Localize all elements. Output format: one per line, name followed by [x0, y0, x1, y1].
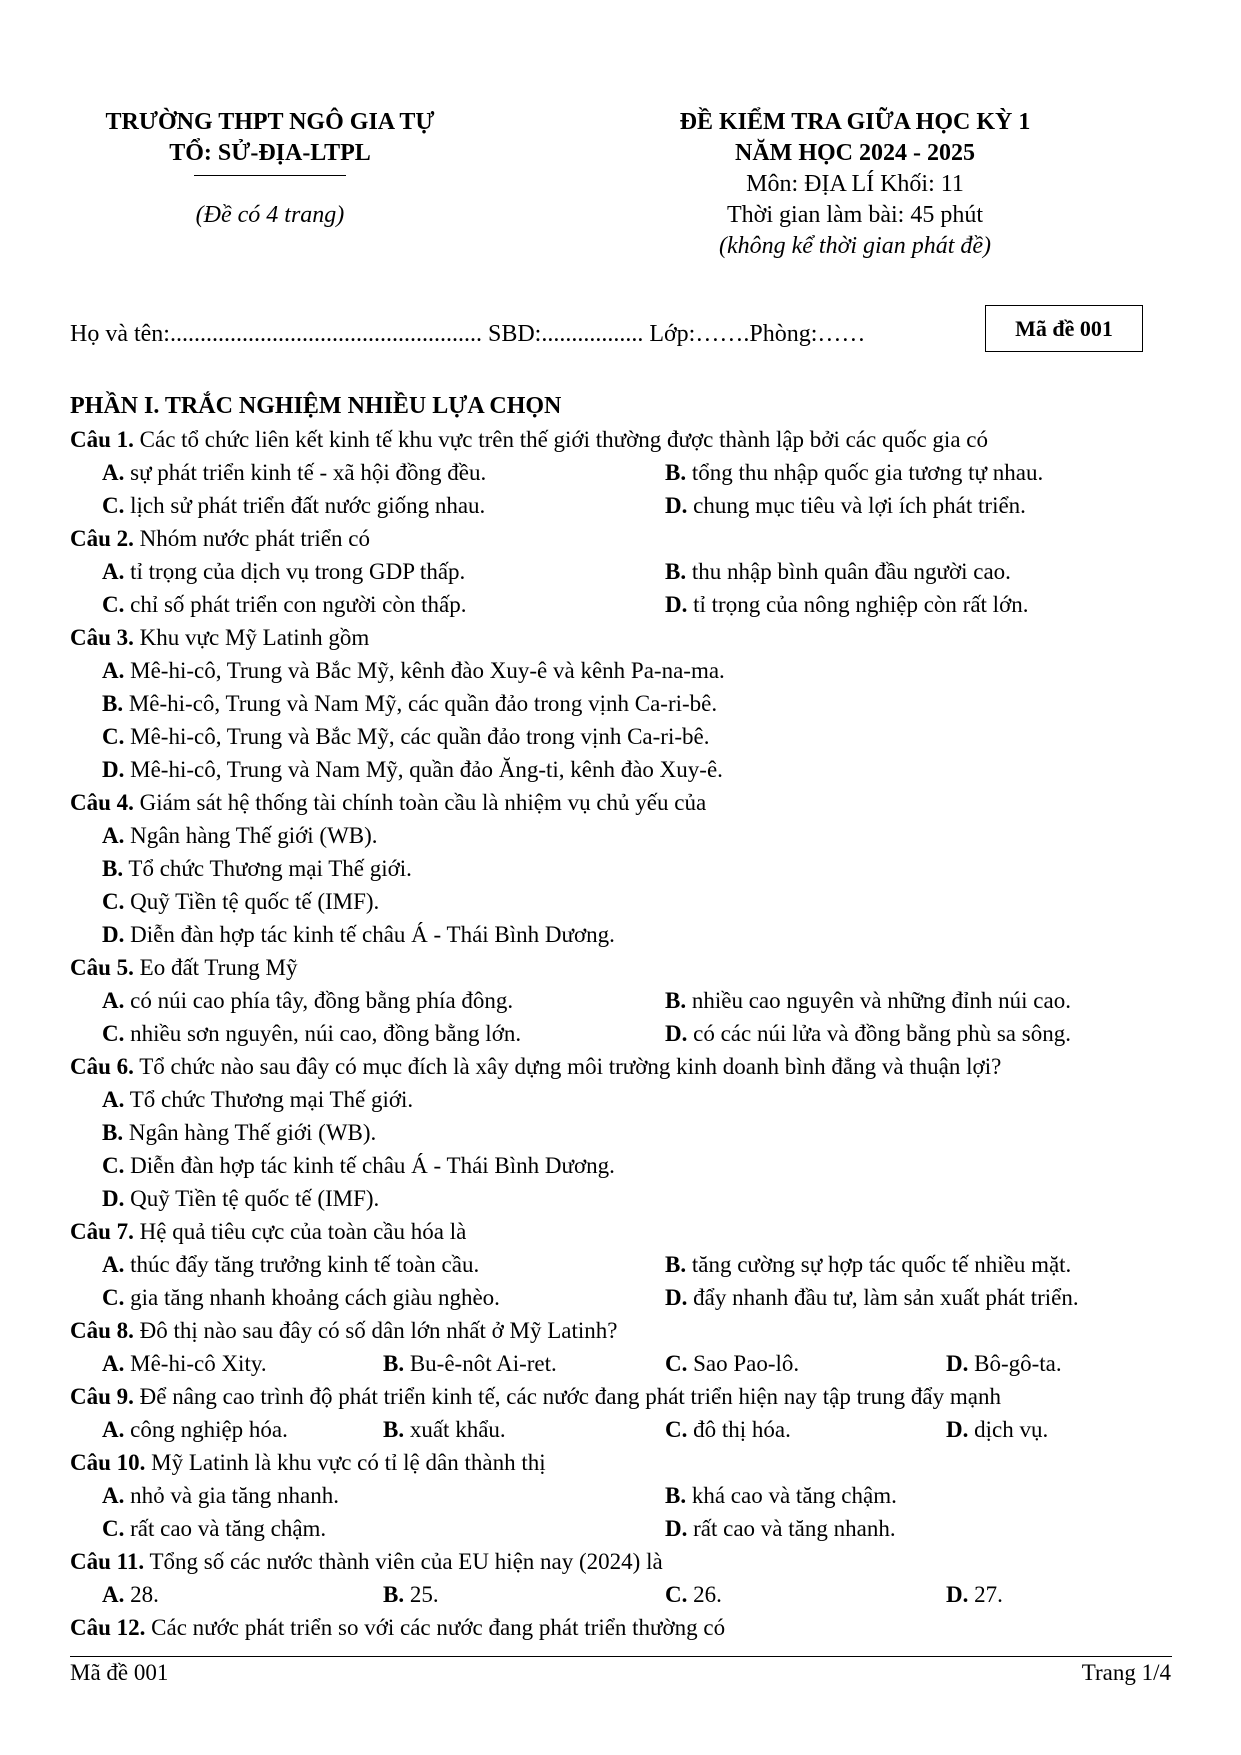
option-b: B. Bu-ê-nôt Ai-ret.	[383, 1351, 557, 1376]
question-text: Khu vực Mỹ Latinh gồm	[133, 625, 370, 650]
option-c: C. Sao Pao-lô.	[665, 1351, 800, 1376]
question-9	[70, 1380, 1170, 1413]
question-list	[70, 390, 1170, 1644]
option-c: C. rất cao và tăng chậm.	[102, 1516, 327, 1541]
school-year: NĂM HỌC 2024 - 2025	[735, 140, 975, 166]
question-label: Câu 6.	[70, 1054, 134, 1079]
question-text: Tổ chức nào sau đây có mục đích là xây dựng môi trường kinh doanh bình đẳng và thuận lợi?	[133, 1054, 1002, 1079]
question-text: Nhóm nước phát triển có	[133, 526, 370, 551]
question-text: Hệ quả tiêu cực của toàn cầu hóa là	[133, 1219, 467, 1244]
question-label: Câu 10.	[70, 1450, 146, 1475]
options-row	[70, 456, 1170, 489]
option-a: A. thúc đẩy tăng trưởng kinh tế toàn cầu.	[102, 1252, 480, 1277]
option-d: D. có các núi lửa và đồng bằng phù sa sông.	[665, 1021, 1071, 1046]
option-a: A. có núi cao phía tây, đồng bằng phía đông.	[102, 988, 514, 1013]
question-label: Câu 4.	[70, 790, 134, 815]
department-name: TỔ: SỬ-ĐỊA-LTPL	[169, 140, 371, 166]
footer-page-number: Trang 1/4	[1081, 1660, 1171, 1685]
footer-divider	[70, 1656, 1172, 1657]
student-info-line: Họ và tên:.................................................... SBD:................. Lớp:…….Phòng:……	[70, 321, 866, 347]
options-row	[70, 555, 1170, 588]
question-text: Đô thị nào sau đây có số dân lớn nhất ở Mỹ Latinh?	[133, 1318, 618, 1343]
question-5	[70, 951, 1170, 984]
options-row	[70, 1512, 1170, 1545]
question-label: Câu 1.	[70, 427, 134, 452]
option-c: C. gia tăng nhanh khoảng cách giàu nghèo.	[102, 1285, 500, 1310]
option-c: C. Quỹ Tiền tệ quốc tế (IMF).	[102, 889, 380, 914]
question-10	[70, 1446, 1170, 1479]
option-a: A. tỉ trọng của dịch vụ trong GDP thấp.	[102, 559, 466, 584]
duration-note: (không kể thời gian phát đề)	[718, 233, 992, 259]
options-row	[70, 588, 1170, 621]
question-12	[70, 1611, 1170, 1644]
question-label: Câu 2.	[70, 526, 134, 551]
duration-line: Thời gian làm bài: 45 phút	[727, 202, 983, 228]
options-row	[70, 984, 1170, 1017]
option-c: C. lịch sử phát triển đất nước giống nhau.	[102, 493, 486, 518]
question-11	[70, 1545, 1170, 1578]
pages-note: (Đề có 4 trang)	[195, 202, 345, 228]
option-b: B. 25.	[383, 1582, 439, 1607]
question-label: Câu 8.	[70, 1318, 134, 1343]
question-label: Câu 3.	[70, 625, 134, 650]
header-divider	[194, 175, 346, 176]
option-a: A. Mê-hi-cô Xity.	[102, 1351, 267, 1376]
question-label: Câu 9.	[70, 1384, 134, 1409]
option-b: B. khá cao và tăng chậm.	[665, 1483, 897, 1508]
option-b: B. Ngân hàng Thế giới (WB).	[102, 1120, 377, 1145]
option-d: D. 27.	[946, 1582, 1003, 1607]
options-row	[70, 1017, 1170, 1050]
school-name: TRƯỜNG THPT NGÔ GIA TỰ	[105, 109, 435, 135]
footer-exam-code: Mã đề 001	[70, 1660, 169, 1685]
option-a: A. Tổ chức Thương mại Thế giới.	[102, 1087, 414, 1112]
question-8	[70, 1314, 1170, 1347]
school-header	[60, 107, 480, 231]
option-d: D. chung mục tiêu và lợi ích phát triển.	[665, 493, 1026, 518]
option-a: A. sự phát triển kinh tế - xã hội đồng đều.	[102, 460, 487, 485]
question-3	[70, 621, 1170, 654]
question-label: Câu 11.	[70, 1549, 145, 1574]
option-b: B. thu nhập bình quân đầu người cao.	[665, 559, 1011, 584]
section-title: PHẦN I. TRẮC NGHIỆM NHIỀU LỰA CHỌN	[70, 393, 562, 419]
question-label: Câu 7.	[70, 1219, 134, 1244]
option-d: D. rất cao và tăng nhanh.	[665, 1516, 896, 1541]
question-text: Các tổ chức liên kết kinh tế khu vực trên thế giới thường được thành lập bởi các quốc gia có	[133, 427, 988, 452]
option-a: A. nhỏ và gia tăng nhanh.	[102, 1483, 339, 1508]
question-text: Tổng số các nước thành viên của EU hiện nay (2024) là	[144, 1549, 663, 1574]
question-6	[70, 1050, 1170, 1083]
question-7	[70, 1215, 1170, 1248]
question-text: Eo đất Trung Mỹ	[133, 955, 298, 980]
option-a: A. 28.	[102, 1582, 159, 1607]
question-4	[70, 786, 1170, 819]
options-row	[70, 489, 1170, 522]
option-c: C. Diễn đàn hợp tác kinh tế châu Á - Thái Bình Dương.	[102, 1153, 615, 1178]
question-text: Các nước phát triển so với các nước đang phát triển thường có	[145, 1615, 726, 1640]
option-d: D. tỉ trọng của nông nghiệp còn rất lớn.	[665, 592, 1029, 617]
options-row	[70, 1479, 1170, 1512]
option-b: B. Tổ chức Thương mại Thế giới.	[102, 856, 412, 881]
option-b: B. xuất khẩu.	[383, 1417, 506, 1442]
option-d: D. đẩy nhanh đầu tư, làm sản xuất phát triển.	[665, 1285, 1079, 1310]
option-d: D. Mê-hi-cô, Trung và Nam Mỹ, quần đảo Ăng-ti, kênh đào Xuy-ê.	[102, 757, 723, 782]
option-b: B. Mê-hi-cô, Trung và Nam Mỹ, các quần đảo trong vịnh Ca-ri-bê.	[102, 691, 718, 716]
options-row	[70, 1248, 1170, 1281]
option-a: A. công nghiệp hóa.	[102, 1417, 288, 1442]
options-row	[70, 1578, 1170, 1611]
option-a: A. Ngân hàng Thế giới (WB).	[102, 823, 378, 848]
question-text: Để nâng cao trình độ phát triển kinh tế, các nước đang phát triển hiện nay tập trung đẩy mạnh	[133, 1384, 1001, 1409]
option-c: C. Mê-hi-cô, Trung và Bắc Mỹ, các quần đảo trong vịnh Ca-ri-bê.	[102, 724, 710, 749]
question-2	[70, 522, 1170, 555]
question-text: Mỹ Latinh là khu vực có tỉ lệ dân thành thị	[145, 1450, 546, 1475]
options-row	[70, 1281, 1170, 1314]
exam-title: ĐỀ KIỂM TRA GIỮA HỌC KỲ 1	[679, 109, 1031, 135]
option-b: B. tổng thu nhập quốc gia tương tự nhau.	[665, 460, 1044, 485]
exam-code-box: Mã đề 001	[985, 305, 1143, 352]
option-a: A. Mê-hi-cô, Trung và Bắc Mỹ, kênh đào Xuy-ê và kênh Pa-na-ma.	[102, 658, 725, 683]
question-label: Câu 12.	[70, 1615, 146, 1640]
option-b: B. tăng cường sự hợp tác quốc tế nhiều mặt.	[665, 1252, 1072, 1277]
option-c: C. nhiều sơn nguyên, núi cao, đồng bằng lớn.	[102, 1021, 522, 1046]
question-text: Giám sát hệ thống tài chính toàn cầu là nhiệm vụ chủ yếu của	[133, 790, 707, 815]
options-row	[70, 1413, 1170, 1446]
subject-line: Môn: ĐỊA LÍ Khối: 11	[746, 171, 964, 197]
option-b: B. nhiều cao nguyên và những đỉnh núi cao.	[665, 988, 1071, 1013]
option-d: D. Quỹ Tiền tệ quốc tế (IMF).	[102, 1186, 380, 1211]
options-row	[70, 1347, 1170, 1380]
option-c: C. đô thị hóa.	[665, 1417, 791, 1442]
question-1	[70, 423, 1170, 456]
option-d: D. dịch vụ.	[946, 1417, 1049, 1442]
option-d: D. Diễn đàn hợp tác kinh tế châu Á - Thái Bình Dương.	[102, 922, 615, 947]
option-c: C. 26.	[665, 1582, 722, 1607]
option-d: D. Bô-gô-ta.	[946, 1351, 1062, 1376]
question-label: Câu 5.	[70, 955, 134, 980]
option-c: C. chỉ số phát triển con người còn thấp.	[102, 592, 467, 617]
exam-header	[620, 107, 1090, 262]
